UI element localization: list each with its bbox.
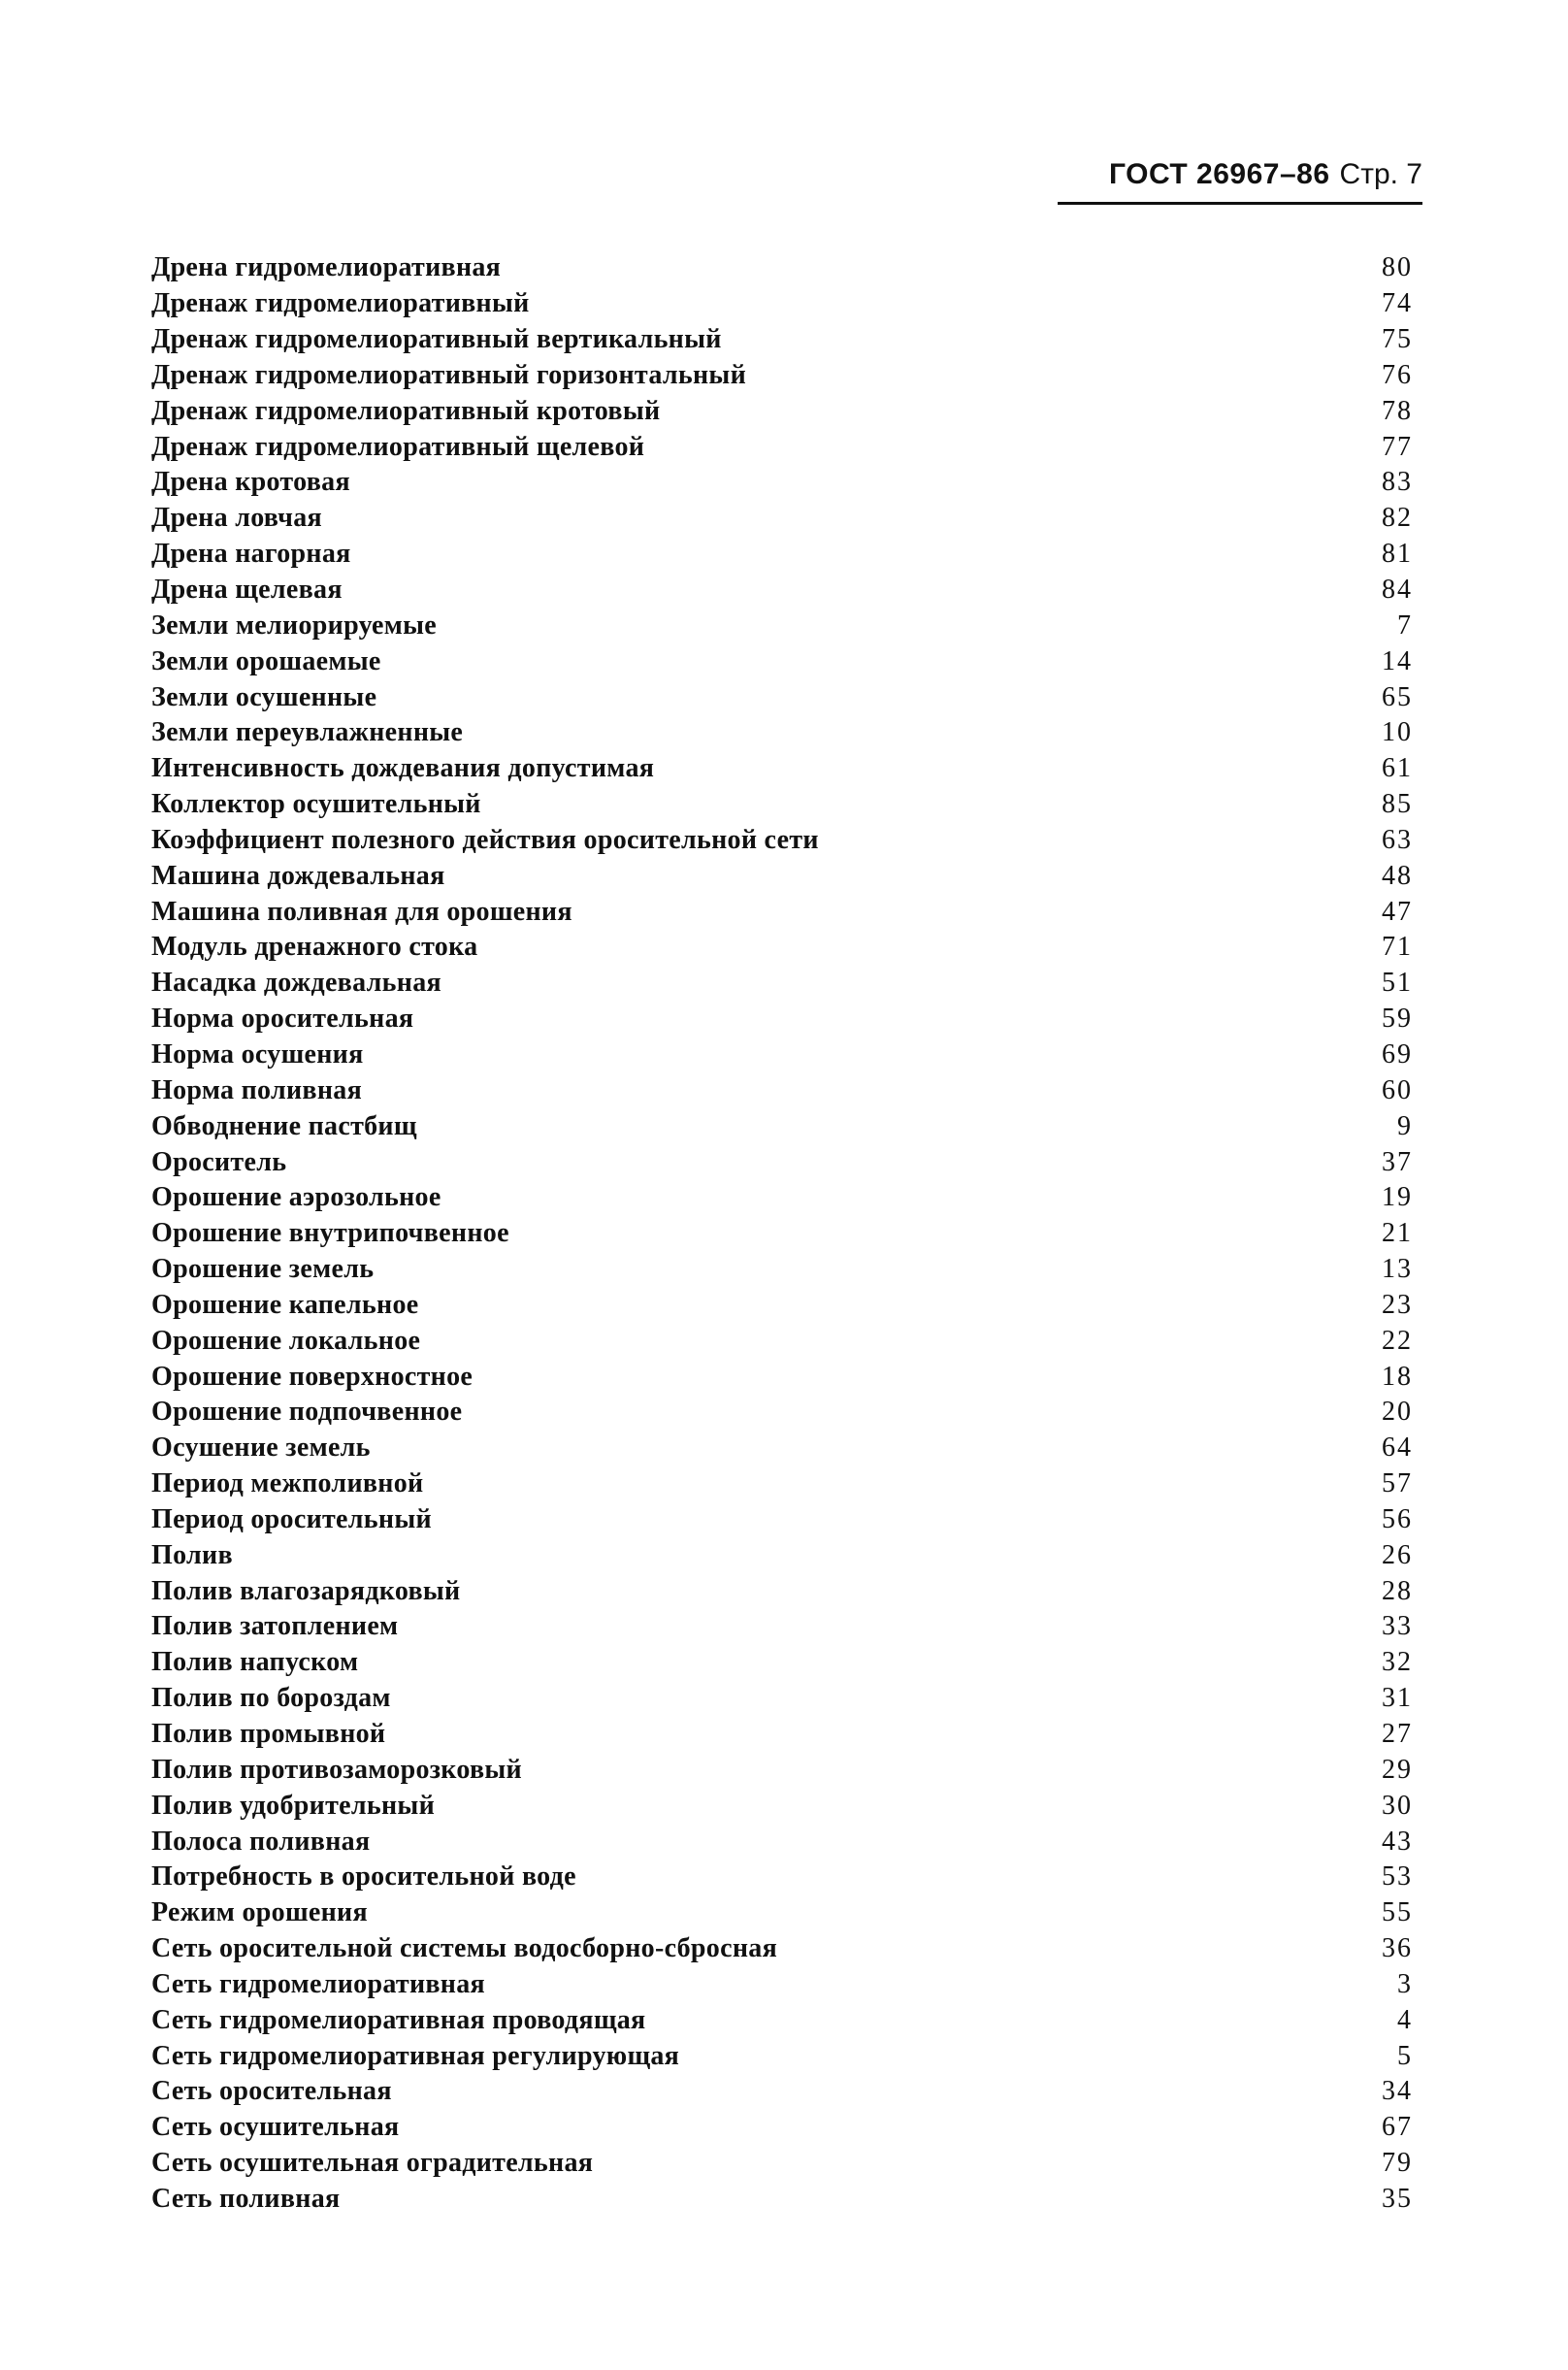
index-entry [151,643,1413,679]
index-term: Полив промывной [151,1719,386,1750]
index-entry [151,787,1413,823]
index-term-number: 57 [1382,1468,1413,1499]
index-entry [151,1860,1413,1895]
index-term: Дренаж гидромелиоративный кротовый [151,395,661,426]
index-term: Дренаж гидромелиоративный вертикальный [151,324,722,355]
index-term-number: 33 [1382,1611,1413,1642]
index-term: Орошение поверхностное [151,1361,474,1392]
index-term-number: 22 [1382,1325,1413,1356]
index-term: Дренаж гидромелиоративный [151,288,530,319]
index-term-number: 23 [1382,1289,1413,1320]
index-term: Полив напуском [151,1647,359,1678]
index-term: Земли осушенные [151,681,377,712]
index-term: Интенсивность дождевания допустимая [151,753,655,784]
index-term: Сеть поливная [151,2183,341,2214]
page-number: Стр. 7 [1339,158,1422,190]
index-term-number: 79 [1382,2148,1413,2179]
index-term: Обводнение пастбищ [151,1110,417,1141]
index-term-number: 63 [1382,824,1413,855]
index-term-number: 51 [1382,968,1413,999]
index-entry [151,608,1413,643]
index-term: Сеть гидромелиоративная проводящая [151,2004,646,2035]
index-entry [151,679,1413,715]
index-term-number: 53 [1382,1861,1413,1893]
index-term: Ороситель [151,1146,287,1177]
index-entry [151,358,1413,394]
index-entry [151,1395,1413,1431]
index-term: Период межполивной [151,1468,424,1499]
index-term-number: 27 [1382,1719,1413,1750]
index-term-number: 84 [1382,575,1413,606]
index-entry [151,465,1413,501]
index-term: Полив затоплением [151,1611,399,1642]
index-term: Норма оросительная [151,1004,414,1035]
index-entry [151,966,1413,1002]
index-term: Насадка дождевальная [151,968,441,999]
index-entry [151,2182,1413,2218]
index-entry [151,1824,1413,1860]
index-term: Дренаж гидромелиоративный щелевой [151,431,645,462]
index-entry [151,1002,1413,1037]
index-entry [151,1752,1413,1788]
index-term: Полив противозаморозковый [151,1754,522,1785]
index-term-number: 4 [1397,2004,1413,2035]
index-term-number: 55 [1382,1897,1413,1928]
index-entry [151,715,1413,751]
index-entry [151,286,1413,322]
index-term: Норма осушения [151,1038,364,1070]
index-entry [151,2146,1413,2182]
index-entry [151,1573,1413,1609]
index-term-number: 74 [1382,288,1413,319]
index-term-number: 48 [1382,860,1413,891]
index-term: Дрена щелевая [151,575,343,606]
index-entry [151,1502,1413,1538]
index-entry [151,894,1413,930]
index-term-number: 76 [1382,359,1413,390]
index-entry [151,751,1413,787]
index-term: Орошение подпочвенное [151,1397,463,1428]
index-entry [151,393,1413,429]
index-term-number: 67 [1382,2112,1413,2143]
index-term: Орошение земель [151,1254,375,1285]
index-term: Коллектор осушительный [151,789,481,820]
index-term: Сеть осушительная оградительная [151,2148,594,2179]
index-entry [151,2110,1413,2146]
index-term-number: 30 [1382,1790,1413,1821]
index-term: Земли мелиорируемые [151,609,437,641]
index-term: Сеть гидромелиоративная [151,1968,485,1999]
index-term-number: 3 [1397,1968,1413,1999]
index-entry [151,537,1413,573]
index-term: Полоса поливная [151,1826,371,1857]
index-entry [151,1216,1413,1252]
index-term-number: 9 [1397,1110,1413,1141]
index-term-number: 65 [1382,681,1413,712]
index-entry [151,1967,1413,2003]
index-term-number: 21 [1382,1218,1413,1249]
index-term: Дрена гидромелиоративная [151,252,502,283]
index-term-number: 59 [1382,1004,1413,1035]
index-entry [151,1108,1413,1144]
index-term-number: 47 [1382,896,1413,927]
index-entry [151,1144,1413,1180]
index-term: Модуль дренажного стока [151,932,478,963]
index-entry [151,823,1413,859]
index-entry [151,1466,1413,1502]
index-term-number: 19 [1382,1182,1413,1213]
index-entry [151,1931,1413,1967]
index-term-number: 31 [1382,1683,1413,1714]
index-entry [151,1537,1413,1573]
index-term: Сеть осушительная [151,2112,400,2143]
index-term: Норма поливная [151,1074,363,1105]
index-entry [151,1717,1413,1753]
index-term-number: 61 [1382,753,1413,784]
index-term-number: 5 [1397,2040,1413,2071]
index-term-number: 80 [1382,252,1413,283]
index-entry [151,573,1413,609]
index-term: Машина поливная для орошения [151,896,572,927]
index-term: Орошение аэрозольное [151,1182,441,1213]
index-term: Сеть оросительной системы водосборно-сбросная [151,1933,778,1964]
index-entry [151,322,1413,358]
index-term-number: 75 [1382,324,1413,355]
index-term: Дрена ловчая [151,503,323,534]
index-term: Дрена нагорная [151,539,351,570]
index-entry [151,858,1413,894]
index-entry [151,1037,1413,1073]
index-entry [151,930,1413,966]
index-entry [151,1645,1413,1681]
index-term: Сеть оросительная [151,2076,392,2107]
index-term-number: 14 [1382,645,1413,676]
index-term-number: 85 [1382,789,1413,820]
index-entry [151,1609,1413,1645]
index-term-number: 77 [1382,431,1413,462]
index-term: Дренаж гидромелиоративный горизонтальный [151,359,747,390]
index-term-number: 81 [1382,539,1413,570]
index-term-number: 13 [1382,1254,1413,1285]
running-header [1058,155,1422,194]
index-term-number: 64 [1382,1432,1413,1464]
index-term: Орошение внутрипочвенное [151,1218,509,1249]
index-term-number: 26 [1382,1539,1413,1570]
index-term-number: 7 [1397,609,1413,641]
index-term: Коэффициент полезного действия оросительной сети [151,824,819,855]
index-entry [151,1252,1413,1288]
index-term-number: 69 [1382,1038,1413,1070]
index-entry [151,1323,1413,1359]
index-term-number: 18 [1382,1361,1413,1392]
index-term-number: 71 [1382,932,1413,963]
index-term: Полив по бороздам [151,1683,391,1714]
header-rule [1058,202,1422,205]
index-entry [151,501,1413,537]
index-term-number: 35 [1382,2183,1413,2214]
index-entry [151,429,1413,465]
index-entry [151,2002,1413,2038]
index-term: Орошение капельное [151,1289,419,1320]
index-term-number: 37 [1382,1146,1413,1177]
index-term-number: 32 [1382,1647,1413,1678]
index-entry [151,1788,1413,1824]
index-term: Осушение земель [151,1432,371,1464]
index-term: Полив [151,1539,233,1570]
index-term: Полив влагозарядковый [151,1575,461,1606]
index-entry [151,1431,1413,1466]
index-entry [151,1287,1413,1323]
index-entry [151,2074,1413,2110]
index-entry [151,250,1413,286]
index-term: Сеть гидромелиоративная регулирующая [151,2040,680,2071]
index-entry [151,1895,1413,1931]
index-term-number: 56 [1382,1503,1413,1534]
index-term-number: 20 [1382,1397,1413,1428]
index-term: Режим орошения [151,1897,368,1928]
index-term-number: 34 [1382,2076,1413,2107]
term-index-list [151,250,1413,2217]
index-term: Машина дождевальная [151,860,445,891]
index-term: Дрена кротовая [151,467,350,498]
index-term-number: 36 [1382,1933,1413,1964]
index-term-number: 60 [1382,1074,1413,1105]
index-term: Период оросительный [151,1503,432,1534]
index-term: Земли орошаемые [151,645,381,676]
index-entry [151,1180,1413,1216]
index-term-number: 10 [1382,717,1413,748]
index-term-number: 78 [1382,395,1413,426]
standard-number: ГОСТ 26967–86 [1109,158,1330,190]
index-term: Потребность в оросительной воде [151,1861,576,1893]
index-entry [151,1681,1413,1717]
index-term-number: 43 [1382,1826,1413,1857]
index-term-number: 28 [1382,1575,1413,1606]
index-term-number: 82 [1382,503,1413,534]
index-entry [151,1359,1413,1395]
index-term: Полив удобрительный [151,1790,436,1821]
index-term-number: 83 [1382,467,1413,498]
index-term-number: 29 [1382,1754,1413,1785]
index-entry [151,1072,1413,1108]
index-entry [151,2038,1413,2074]
index-term: Орошение локальное [151,1325,421,1356]
index-term: Земли переувлажненные [151,717,464,748]
